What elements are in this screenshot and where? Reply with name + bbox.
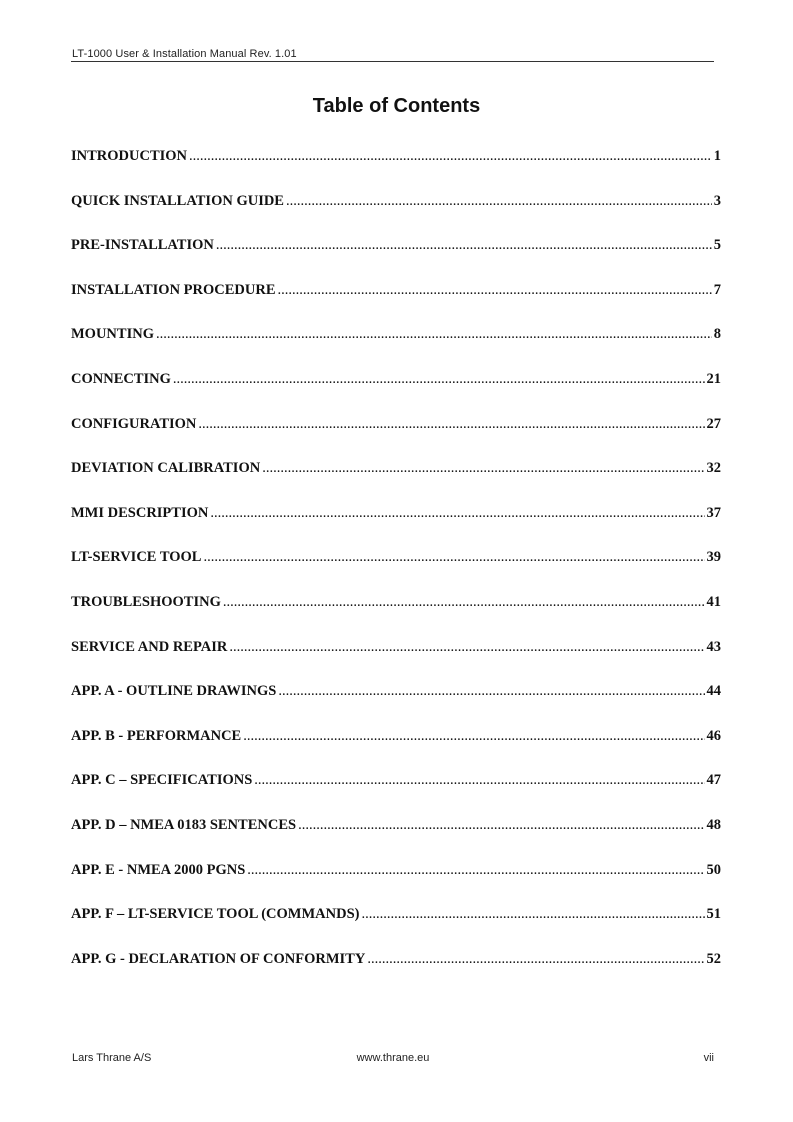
toc-dot-leader (156, 326, 712, 343)
toc-entry-page-number: 39 (706, 549, 721, 566)
toc-entry-page-number: 37 (706, 504, 721, 521)
toc-entry-page-number: 48 (706, 816, 721, 833)
toc-entry-label: APP. B - PERFORMANCE (71, 727, 242, 744)
toc-entry[interactable] (71, 326, 721, 371)
header-rule (71, 61, 714, 62)
toc-entry-label: LT-SERVICE TOOL (71, 549, 202, 566)
toc-entry-label: PRE-INSTALLATION (71, 237, 214, 254)
toc-entry-page-number: 51 (706, 906, 721, 923)
toc-entry-page-number: 47 (706, 772, 721, 789)
toc-entry[interactable] (71, 817, 721, 862)
toc-entry-label: SERVICE AND REPAIR (71, 638, 228, 655)
toc-entry[interactable] (71, 505, 721, 550)
toc-entry-page-number: 44 (706, 683, 721, 700)
toc-entry-label: INSTALLATION PROCEDURE (71, 281, 276, 298)
toc-dot-leader (278, 683, 704, 700)
toc-entry[interactable] (71, 862, 721, 907)
toc-entry-label: MOUNTING (71, 326, 154, 343)
toc-entry-page-number: 5 (713, 237, 721, 254)
toc-entry[interactable] (71, 683, 721, 728)
toc-entry-page-number: 32 (706, 460, 721, 477)
toc-entry-label: CONNECTING (71, 370, 171, 387)
toc-dot-leader (278, 282, 712, 299)
toc-entry-page-number: 43 (706, 638, 721, 655)
toc-entry[interactable] (71, 951, 721, 996)
toc-entry[interactable] (71, 772, 721, 817)
toc-entry[interactable] (71, 906, 721, 951)
toc-entry-label: TROUBLESHOOTING (71, 593, 221, 610)
toc-dot-leader (361, 906, 704, 923)
toc-entry-page-number: 46 (706, 727, 721, 744)
toc-entry-label: APP. E - NMEA 2000 PGNS (71, 861, 246, 878)
toc-entry[interactable] (71, 282, 721, 327)
toc-entry-label: DEVIATION CALIBRATION (71, 460, 261, 477)
toc-dot-leader (189, 148, 712, 165)
toc-entry-page-number: 27 (706, 415, 721, 432)
toc-entry-page-number: 41 (706, 593, 721, 610)
toc-entry-page-number: 52 (706, 950, 721, 967)
toc-entry-label: APP. C – SPECIFICATIONS (71, 772, 253, 789)
footer-company: Lars Thrane A/S (72, 1052, 152, 1064)
toc-dot-leader (243, 728, 704, 745)
toc-dot-leader (298, 817, 704, 834)
toc-dot-leader (262, 460, 704, 477)
toc-entry-label: QUICK INSTALLATION GUIDE (71, 192, 284, 209)
toc-entry-page-number: 7 (713, 281, 721, 298)
toc-entry[interactable] (71, 237, 721, 282)
toc-entry[interactable] (71, 148, 721, 193)
toc-entry[interactable] (71, 460, 721, 505)
toc-entry-label: APP. D – NMEA 0183 SENTENCES (71, 816, 297, 833)
toc-dot-leader (198, 416, 704, 433)
toc-entry-page-number: 8 (713, 326, 721, 343)
toc-dot-leader (367, 951, 704, 968)
toc-entry-label: CONFIGURATION (71, 415, 197, 432)
footer-website: www.thrane.eu (356, 1052, 430, 1064)
toc-dot-leader (247, 862, 704, 879)
toc-entry[interactable] (71, 549, 721, 594)
footer-page-number: vii (703, 1052, 714, 1064)
toc-dot-leader (210, 505, 704, 522)
toc-entry-label: MMI DESCRIPTION (71, 504, 209, 521)
toc-entry[interactable] (71, 594, 721, 639)
toc-entry-page-number: 21 (706, 370, 721, 387)
toc-dot-leader (223, 594, 705, 611)
toc-entry-page-number: 3 (713, 192, 721, 209)
table-of-contents (71, 148, 721, 995)
toc-dot-leader (286, 193, 712, 210)
toc-dot-leader (203, 549, 704, 566)
toc-entry[interactable] (71, 728, 721, 773)
toc-entry[interactable] (71, 371, 721, 416)
toc-entry[interactable] (71, 193, 721, 238)
toc-entry[interactable] (71, 416, 721, 461)
toc-dot-leader (173, 371, 705, 388)
toc-entry-label: APP. F – LT-SERVICE TOOL (COMMANDS) (71, 906, 360, 923)
toc-entry-label: APP. G - DECLARATION OF CONFORMITY (71, 950, 366, 967)
running-header: LT-1000 User & Installation Manual Rev. 1.01 (72, 48, 297, 60)
page-title: Table of Contents (312, 95, 481, 117)
toc-dot-leader (216, 237, 712, 254)
toc-entry-page-number: 50 (706, 861, 721, 878)
toc-dot-leader (254, 772, 704, 789)
toc-entry-label: APP. A - OUTLINE DRAWINGS (71, 683, 277, 700)
toc-dot-leader (229, 639, 704, 656)
toc-entry-page-number: 1 (713, 148, 721, 164)
toc-entry[interactable] (71, 639, 721, 684)
toc-entry-label: INTRODUCTION (71, 148, 188, 164)
